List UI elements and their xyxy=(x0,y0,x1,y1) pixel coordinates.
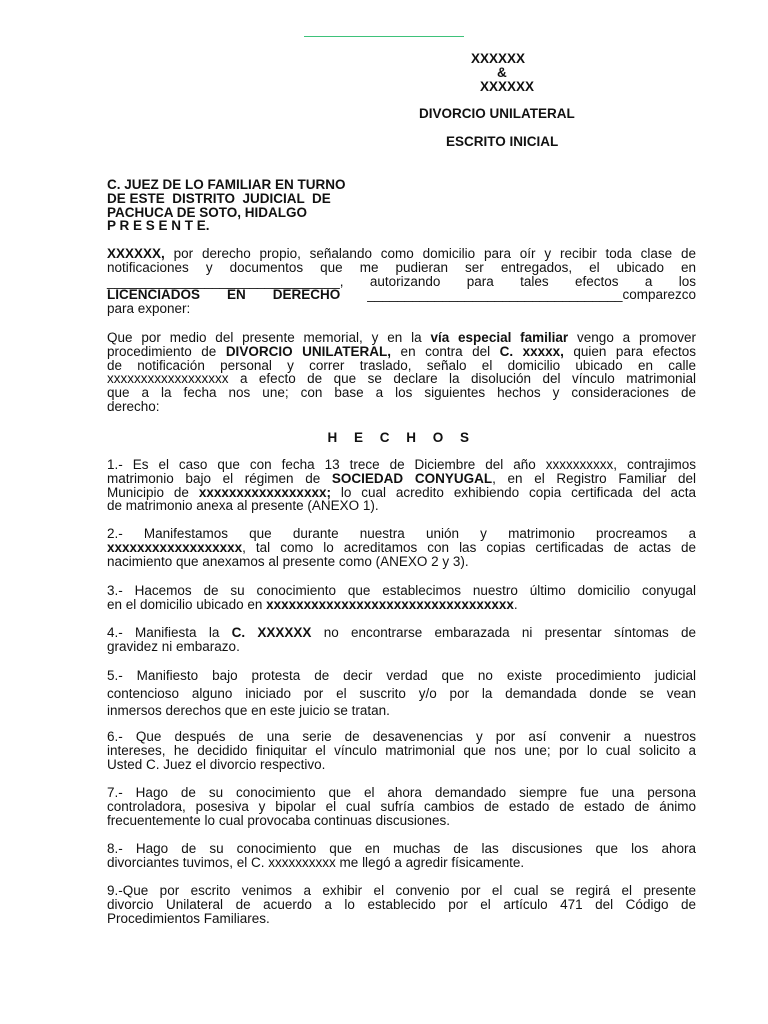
case-type: DIVORCIO UNILATERAL xyxy=(419,106,575,121)
party-one: XXXXXX xyxy=(471,51,526,66)
intro-paragraph: XXXXXX, por derecho propio, señalando como domicilio para oír y recibir toda clase de notificaciones y documentos que me pudieran ser entregados, el ubicado en _______________________________, autorizando para tales efectos a los LICENCIADOS EN DERECHO __________________________________comparezco para exponer: xyxy=(107,246,696,317)
addressee-block xyxy=(107,178,346,233)
fact-3: 3.- Hacemos de su conocimiento que establecimos nuestro último domicilio conyugal en el domicilio ubicado en xxxxxxxxxxxxxxxxxxxxxxxxxxxxxxxxx. xyxy=(107,583,696,612)
fact-1: 1.- Es el caso que con fecha 13 trece de Diciembre del año xxxxxxxxxx, contrajimos matrimonio bajo el régimen de SOCIEDAD CONYUGAL, en el Registro Familiar del Municipio de xxxxxxxxxxxxxxxxx; lo cual acredito exhibiendo copia certificada del acta de matrimonio anexa al presente (ANEXO 1). xyxy=(107,457,697,514)
addressee-line: C. JUEZ DE LO FAMILIAR EN TURNO xyxy=(107,177,346,192)
party-two: XXXXXX xyxy=(480,79,535,94)
ampersand: & xyxy=(497,65,507,80)
addressee-line: DE ESTE DISTRITO JUDICIAL DE xyxy=(107,190,331,206)
document-type: ESCRITO INICIAL xyxy=(446,134,559,149)
fact-4: 4.- Manifiesta la C. XXXXXX no encontrarse embarazada ni presentar síntomas de gravidez ni embarazo. xyxy=(107,625,697,654)
petitioner-name: XXXXXX, xyxy=(107,246,165,261)
petition-paragraph: Que por medio del presente memorial, y en la vía especial familiar vengo a promover procedimiento de DIVORCIO UNILATERAL, en contra del C. xxxxx, quien para efectos de notificación personal y correr traslado, señalo el domicilio ubicado en calle xxxxxxxxxxxxxxxxxx a efecto de que se declare la disolución del vínculo matrimonial que a la fecha nos une; con base a los siguientes hechos y consideraciones de derecho: xyxy=(107,330,697,414)
hechos-heading: H E C H O S xyxy=(327,430,476,445)
fact-7: 7.- Hago de su conocimiento que el ahora demandado siempre fue una persona controladora, posesiva y bipolar el cual sufría cambios de estado de estado de ánimo frecuentemente lo cual provocaba continuas discusiones. xyxy=(107,785,696,828)
addressee-line: PACHUCA DE SOTO, HIDALGO xyxy=(107,204,308,220)
fact-8: 8.- Hago de su conocimiento que en muchas de las discusiones que los ahora divorciantes tuvimos, el C. xxxxxxxxxx me llegó a agredir físicamente. xyxy=(107,841,696,870)
fact-5: 5.- Manifiesto bajo protesta de decir verdad que no existe procedimiento judicial contencioso alguno iniciado por el suscrito y/o por la demandada donde se vean inmersos derechos que en este juicio se tratan. xyxy=(107,668,696,718)
fact-6: 6.- Que después de una serie de desavenencias y por así convenir a nuestros intereses, he decidido finiquitar el vínculo matrimonial que nos une; por lo cual solicito a Usted C. Juez el divorcio respectivo. xyxy=(107,729,696,772)
addressee-line: P R E S E N T E. xyxy=(107,218,210,234)
fact-2: 2.- Manifestamos que durante nuestra unión y matrimonio procreamos a xxxxxxxxxxxxxxxxxx, tal como lo acreditamos con las copias certificadas de actas de nacimiento que anexamos al presente como (ANEXO 2 y 3). xyxy=(107,526,696,569)
header-rule xyxy=(304,36,464,37)
fact-9: 9.-Que por escrito venimos a exhibir el convenio por el cual se regirá el presente divorcio Unilateral de acuerdo a lo establecido por el artículo 471 del Código de Procedimientos Familiares. xyxy=(107,883,696,926)
